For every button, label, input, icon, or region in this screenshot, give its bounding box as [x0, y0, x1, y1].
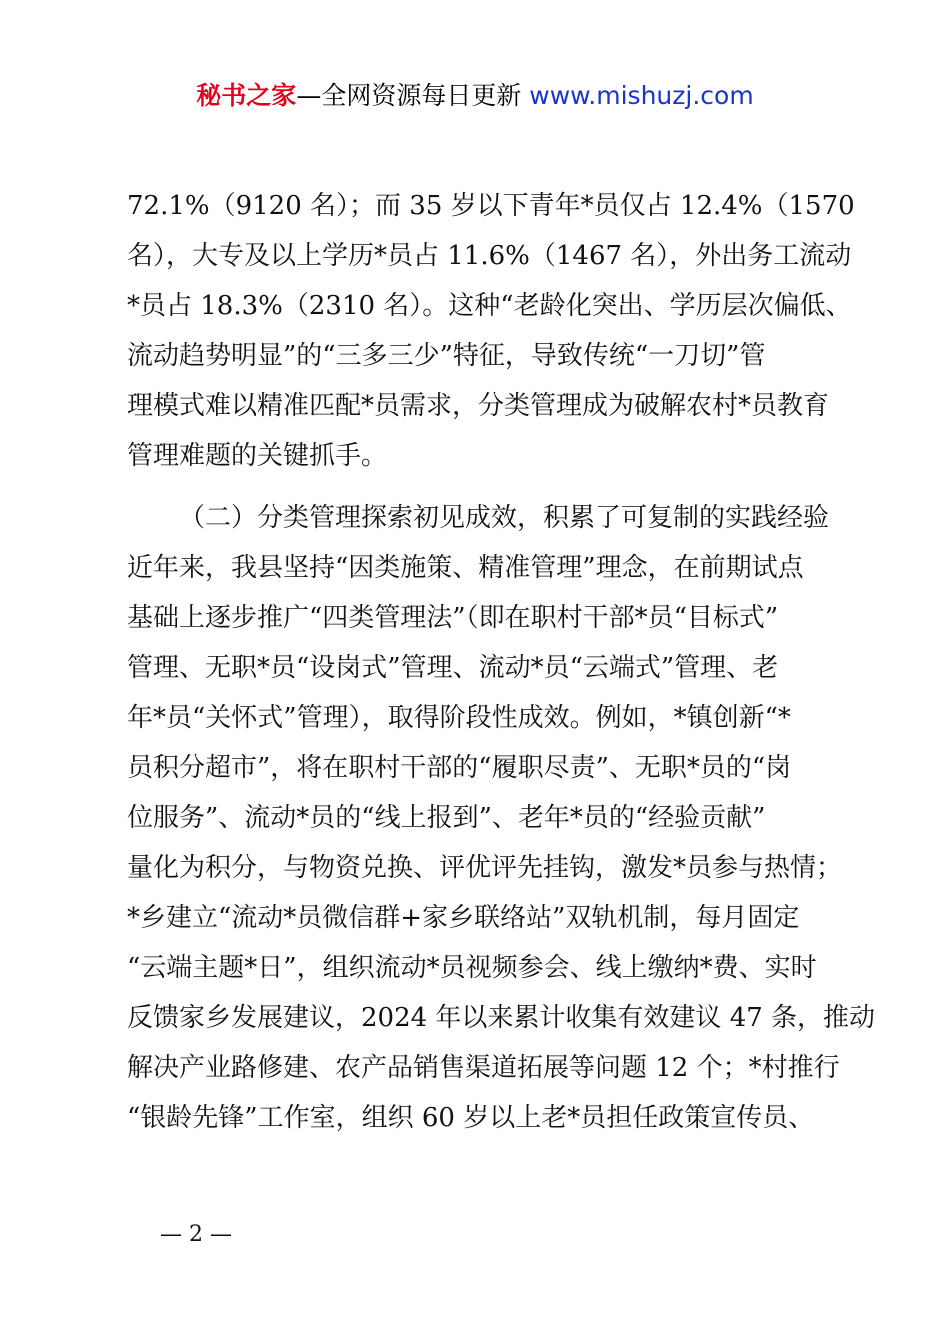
- page-number: — 2 —: [160, 1222, 232, 1247]
- document-body: [127, 181, 876, 1143]
- paragraph-line: 理模式难以精准匹配*员需求，分类管理成为破解农村*员教育: [127, 391, 830, 421]
- paragraph-line: 解决产业路修建、农产品销售渠道拓展等问题 12 个；*村推行: [127, 1053, 840, 1083]
- paragraph-line: 72.1%（9120 名）；而 35 岁以下青年*员仅占 12.4%（1570: [127, 191, 855, 221]
- paragraph-spacer: [127, 481, 847, 493]
- paragraph-line: *员占 18.3%（2310 名）。这种“老龄化突出、学历层次偏低、: [127, 291, 852, 321]
- website-link[interactable]: www.mishuzj.com: [529, 81, 754, 110]
- paragraph-line: *乡建立“流动*员微信群+家乡联络站”双轨机制，每月固定: [127, 903, 800, 933]
- paragraph-line: “银龄先锋”工作室，组织 60 岁以上老*员担任政策宣传员、: [127, 1103, 815, 1133]
- paragraph-line: 基础上逐步推广“四类管理法”（即在职村干部*员“目标式”: [127, 603, 779, 633]
- paragraph-line: 员积分超市”，将在职村干部的“履职尽责”、无职*员的“岗: [127, 753, 792, 783]
- brand-name: 秘书之家: [196, 81, 297, 110]
- site-header: [0, 80, 950, 112]
- paragraph-line: 管理、无职*员“设岗式”管理、流动*员“云端式”管理、老: [127, 653, 779, 683]
- paragraph-line: 位服务”、流动*员的“线上报到”、老年*员的“经验贡献”: [127, 803, 766, 833]
- paragraph-line: 流动趋势明显”的“三多三少”特征，导致传统“一刀切”管: [127, 341, 766, 371]
- paragraph-line: 近年来，我县坚持“因类施策、精准管理”理念，在前期试点: [127, 553, 804, 583]
- paragraph-line: 年*员“关怀式”管理），取得阶段性成效。例如，*镇创新“*: [127, 703, 791, 733]
- paragraph-line: 管理难题的关键抓手。: [127, 441, 388, 471]
- paragraph-line: 名），大专及以上学历*员占 11.6%（1467 名），外出务工流动: [127, 241, 852, 271]
- section-heading: （二）分类管理探索初见成效，积累了可复制的实践经验: [179, 503, 830, 533]
- paragraph-line: “云端主题*日”，组织流动*员视频参会、线上缴纳*费、实时: [127, 953, 817, 983]
- paragraph-line: 量化为积分，与物资兑换、评优评先挂钩，激发*员参与热情；: [127, 853, 843, 883]
- paragraph-line: 反馈家乡发展建议，2024 年以来累计收集有效建议 47 条，推动: [127, 1003, 876, 1033]
- header-tagline: —全网资源每日更新: [296, 81, 530, 110]
